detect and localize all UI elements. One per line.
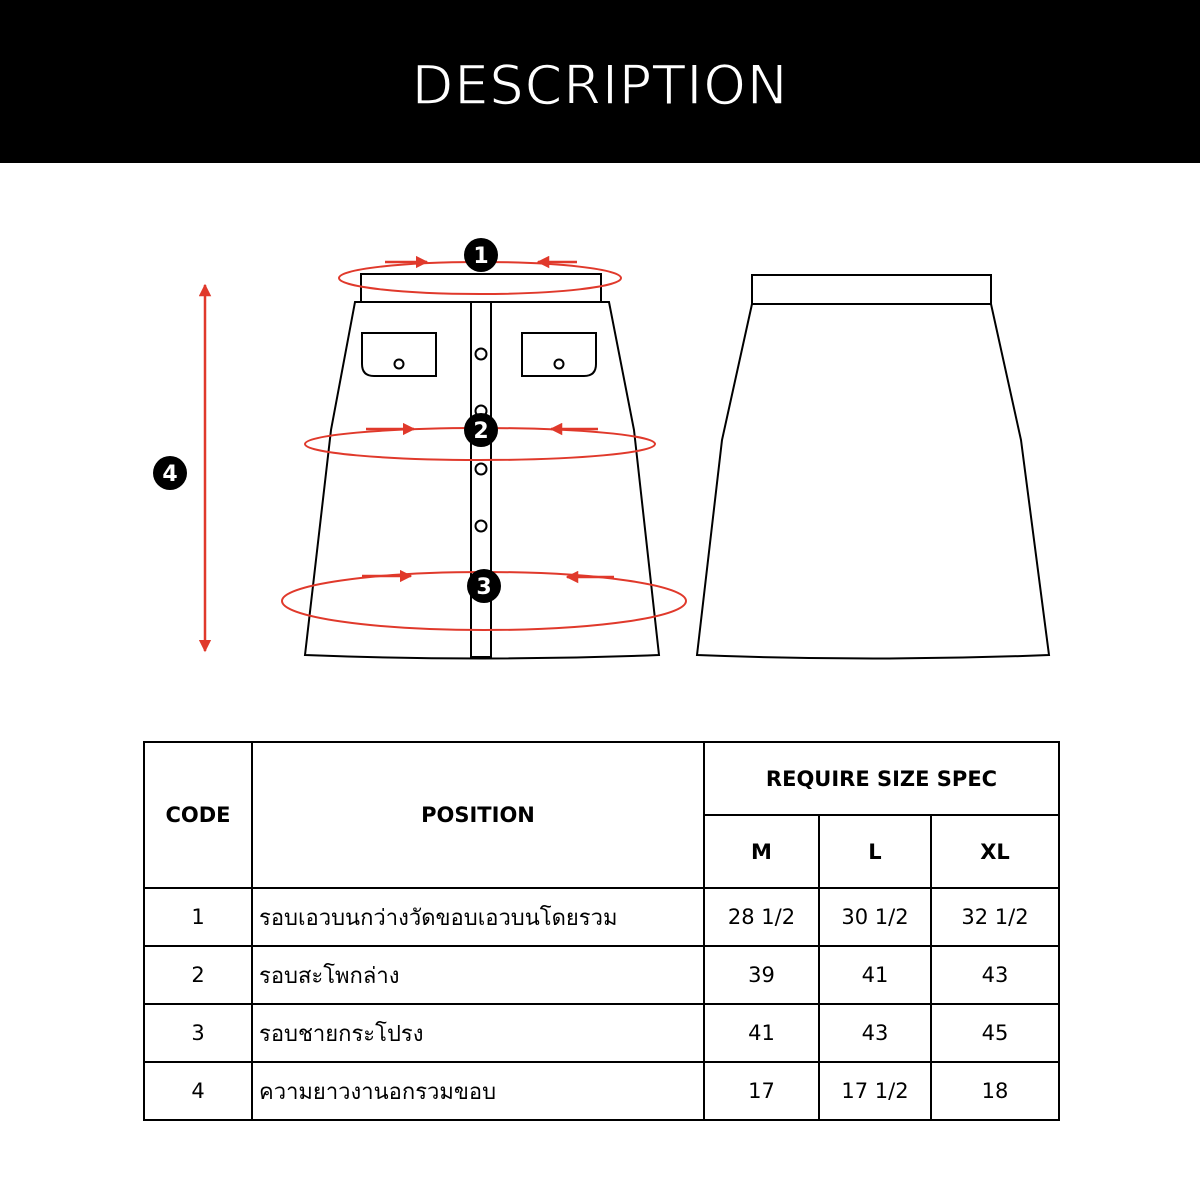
row-position: ความยาวงานอกรวมขอบ	[252, 1062, 704, 1120]
spec-header: REQUIRE SIZE SPEC	[704, 742, 1059, 815]
pocket-button-left	[395, 360, 404, 369]
size-spec-table	[143, 741, 1060, 1121]
row-value-m: 41	[704, 1004, 819, 1062]
row-value-xl: 18	[931, 1062, 1059, 1120]
left-pocket-flap	[362, 333, 436, 376]
marker-badge-4	[153, 456, 187, 490]
back-skirt-outline	[697, 304, 1049, 659]
row-value-xl: 43	[931, 946, 1059, 1004]
front-button	[476, 349, 487, 360]
page-title: DESCRIPTION	[411, 54, 789, 117]
marker-badge-2	[464, 413, 498, 447]
marker-label: 4	[162, 462, 178, 487]
row-position: รอบสะโพกล่าง	[252, 946, 704, 1004]
table-row	[144, 1062, 1059, 1120]
row-value-l: 41	[819, 946, 931, 1004]
pocket-button-right	[555, 360, 564, 369]
back-skirt-drawing	[697, 275, 1049, 659]
front-button	[476, 521, 487, 532]
marker-label: 2	[473, 419, 489, 444]
position-header: POSITION	[252, 742, 704, 888]
size-header-m: M	[704, 815, 819, 888]
size-header-l: L	[819, 815, 931, 888]
table-row	[144, 1004, 1059, 1062]
skirt-measurement-diagram	[0, 163, 1200, 723]
row-value-xl: 45	[931, 1004, 1059, 1062]
row-position: รอบชายกระโปรง	[252, 1004, 704, 1062]
code-header: CODE	[144, 742, 252, 888]
row-value-m: 28 1/2	[704, 888, 819, 946]
row-value-m: 39	[704, 946, 819, 1004]
table-row	[144, 946, 1059, 1004]
marker-badge-1	[464, 238, 498, 272]
right-pocket-flap	[522, 333, 596, 376]
row-value-l: 30 1/2	[819, 888, 931, 946]
marker-label: 1	[473, 244, 489, 269]
row-position: รอบเอวบนกว่างวัดขอบเอวบนโดยรวม	[252, 888, 704, 946]
row-value-m: 17	[704, 1062, 819, 1120]
row-value-l: 43	[819, 1004, 931, 1062]
front-button	[476, 464, 487, 475]
row-code: 4	[144, 1062, 252, 1120]
row-value-xl: 32 1/2	[931, 888, 1059, 946]
marker-badge-3	[467, 569, 501, 603]
size-header-xl: XL	[931, 815, 1059, 888]
back-waistband	[752, 275, 991, 304]
table-row	[144, 888, 1059, 946]
header-bar	[0, 0, 1200, 163]
row-value-l: 17 1/2	[819, 1062, 931, 1120]
row-code: 3	[144, 1004, 252, 1062]
row-code: 2	[144, 946, 252, 1004]
row-code: 1	[144, 888, 252, 946]
marker-label: 3	[476, 575, 492, 600]
front-waistband	[361, 274, 601, 302]
